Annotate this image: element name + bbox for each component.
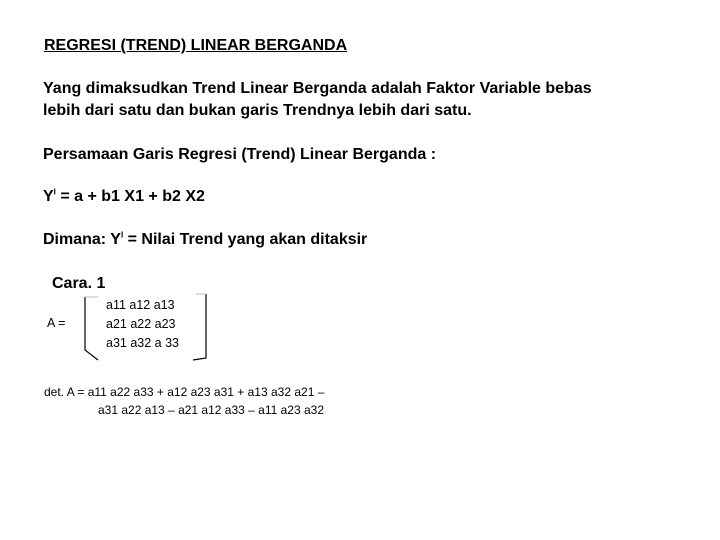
cara-label: Cara. 1 [52,275,106,292]
equation-y: Y [43,188,54,205]
dimana-line [43,230,367,249]
equation-prime: I [53,187,56,197]
matrix-label: A = [47,316,66,330]
determinant-line-1: det. A = a11 a22 a33 + a12 a23 a31 + a13 a32 a21 – [44,385,325,399]
equation-heading: Persamaan Garis Regresi (Trend) Linear Berganda : [43,146,437,163]
matrix-row-1: a11 a12 a13 [106,298,175,312]
matrix-left-bracket [85,297,98,360]
dimana-prime: I [120,230,124,240]
dimana-rest: = Nilai Trend yang akan ditaksir [123,231,368,248]
definition-line-1: Yang dimaksudkan Trend Linear Berganda adalah Faktor Variable bebas [43,80,592,97]
dimana-label: Dimana: Y [43,231,121,248]
matrix-right-bracket [193,294,206,360]
slide-title: REGRESI (TREND) LINEAR BERGANDA [44,37,348,54]
definition-line-2: lebih dari satu dan bukan garis Trendnya lebih dari satu. [43,102,472,119]
matrix-row-3: a31 a32 a 33 [106,336,179,350]
matrix-row-2: a21 a22 a23 [106,317,176,331]
equation-rhs: = a + b1 X1 + b2 X2 [55,188,205,205]
determinant-line-2: a31 a22 a13 – a21 a12 a33 – a11 a23 a32 [98,403,324,417]
regression-equation [43,187,205,206]
